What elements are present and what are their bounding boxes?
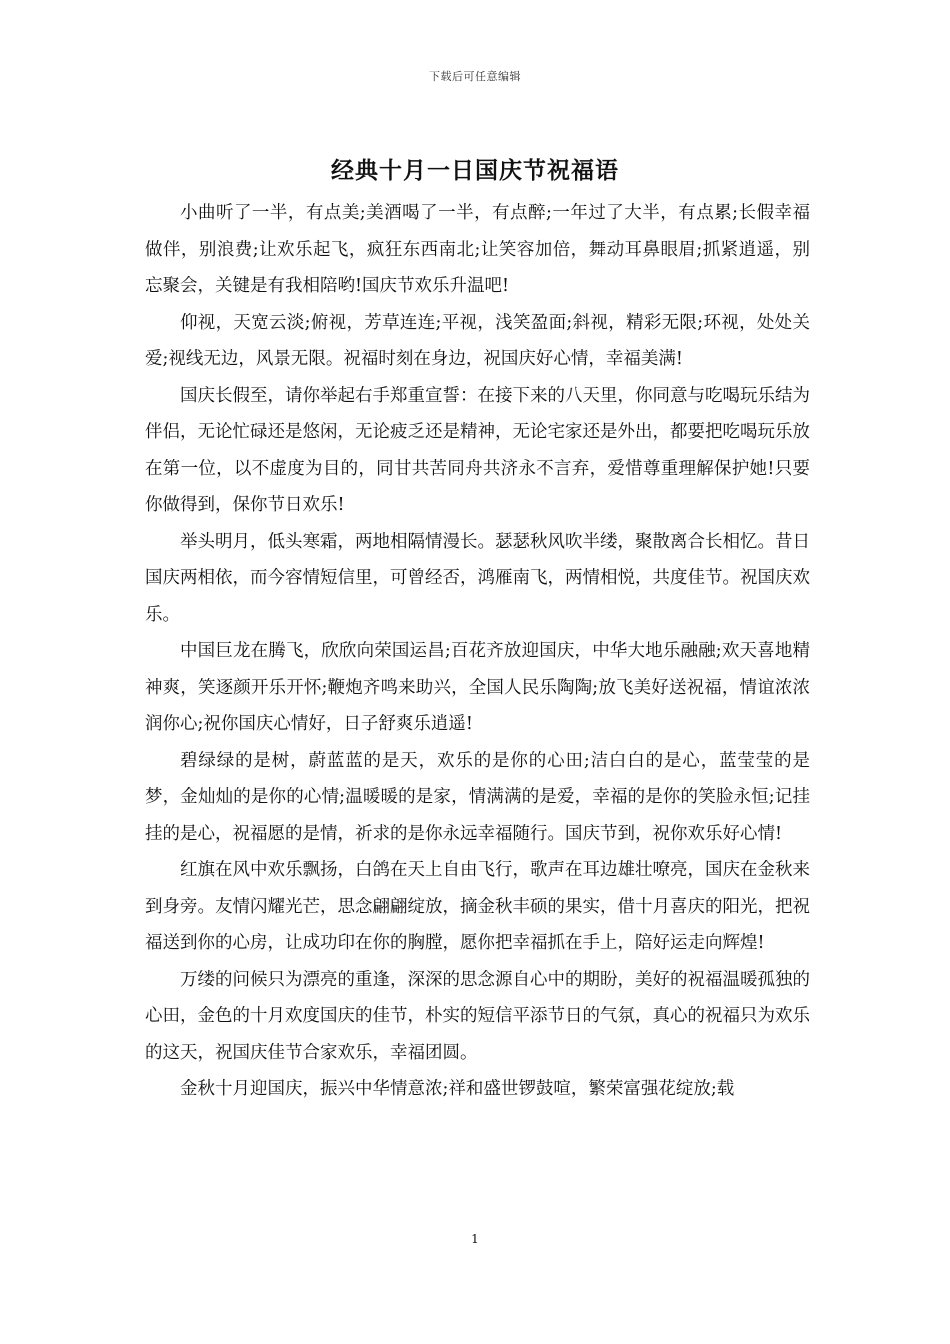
paragraph: 碧绿绿的是树，蔚蓝蓝的是天，欢乐的是你的心田;洁白白的是心，蓝莹莹的是梦，金灿灿的是你的心情;温暖暖的是家，情满满的是爱，幸福的是你的笑脸永恒;记挂挂的是心，祝福愿的是情，祈求的是你永远幸福随行。国庆节到，祝你欢乐好心情! bbox=[145, 750, 810, 844]
document-body bbox=[145, 195, 810, 1108]
page-number: 1 bbox=[471, 1232, 479, 1246]
paragraph: 红旗在风中欢乐飘扬，白鸽在天上自由飞行，歌声在耳边雄壮嘹亮，国庆在金秋来到身旁。友情闪耀光芒，思念翩翩绽放，摘金秋丰硕的果实，借十月喜庆的阳光，把祝福送到你的心房，让成功印在你的胸膛，愿你把幸福抓在手上，陪好运走向辉煌! bbox=[145, 860, 810, 953]
paragraph: 小曲听了一半，有点美;美酒喝了一半，有点醉;一年过了大半，有点累;长假幸福做伴，别浪费;让欢乐起飞，疯狂东西南北;让笑容加倍，舞动耳鼻眼眉;抓紧逍遥，别忘聚会，关键是有我相陪哟!国庆节欢乐升温吧! bbox=[145, 203, 810, 296]
paragraph: 仰视，天宽云淡;俯视，芳草连连;平视，浅笑盈面;斜视，精彩无限;环视，处处关爱;视线无边，风景无限。祝福时刻在身边，祝国庆好心情，幸福美满! bbox=[145, 312, 810, 369]
paragraph: 中国巨龙在腾飞，欣欣向荣国运昌;百花齐放迎国庆，中华大地乐融融;欢天喜地精神爽，笑逐颜开乐开怀;鞭炮齐鸣来助兴，全国人民乐陶陶;放飞美好送祝福，情谊浓浓润你心;祝你国庆心情好，日子舒爽乐逍遥! bbox=[145, 641, 810, 734]
header-note: 下载后可任意编辑 bbox=[429, 70, 521, 83]
paragraph: 举头明月，低头寒霜，两地相隔情漫长。瑟瑟秋风吹半缕，聚散离合长相忆。昔日国庆两相依，而今容情短信里，可曾经否，鸿雁南飞，两情相悦，共度佳节。祝国庆欢乐。 bbox=[145, 531, 810, 625]
paragraph: 万缕的问候只为漂亮的重逢，深深的思念源自心中的期盼，美好的祝福温暖孤独的心田，金色的十月欢度国庆的佳节，朴实的短信平添节日的气氛，真心的祝福只为欢乐的这天，祝国庆佳节合家欢乐，幸福团圆。 bbox=[145, 969, 810, 1063]
document-title: 经典十月一日国庆节祝福语 bbox=[331, 157, 619, 184]
paragraph: 国庆长假至，请你举起右手郑重宣誓：在接下来的八天里，你同意与吃喝玩乐结为伴侣，无论忙碌还是悠闲，无论疲乏还是精神，无论宅家还是外出，都要把吃喝玩乐放在第一位，以不虚度为目的，同甘共苦同舟共济永不言弃，爱惜尊重理解保护她!只要你做得到，保你节日欢乐! bbox=[145, 385, 810, 515]
paragraph: 金秋十月迎国庆，振兴中华情意浓;祥和盛世锣鼓喧，繁荣富强花绽放;载 bbox=[180, 1079, 735, 1099]
